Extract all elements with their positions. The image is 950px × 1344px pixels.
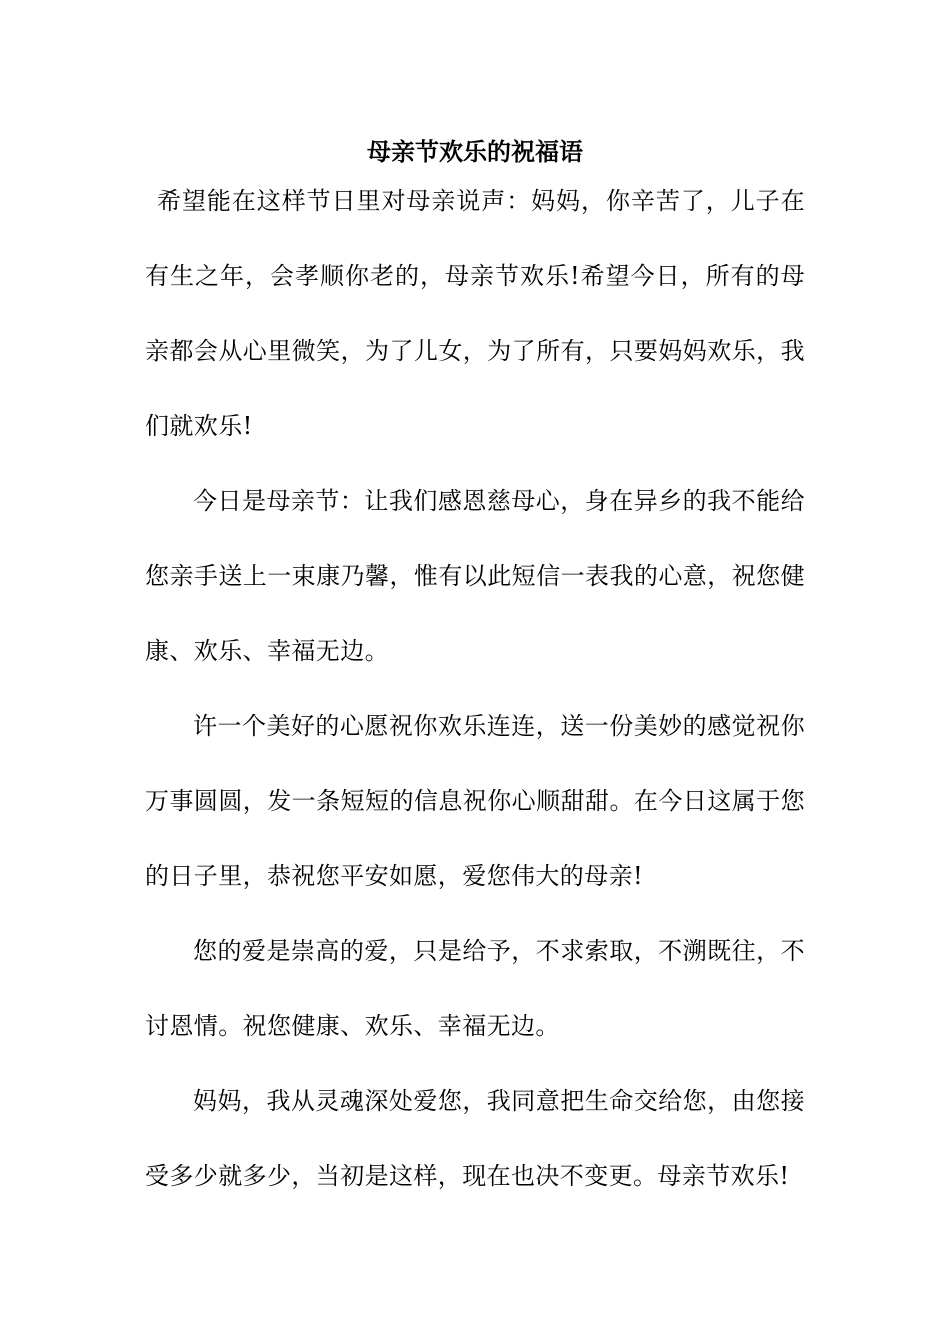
paragraph-1: 希望能在这样节日里对母亲说声：妈妈，你辛苦了，儿子在有生之年，会孝顺你老的，母亲节欢乐!希望今日，所有的母亲都会从心里微笑，为了儿女，为了所有，只要妈妈欢乐，我们就欢乐! bbox=[145, 187, 805, 440]
paragraph-4: 您的爱是崇高的爱，只是给予，不求索取，不溯既往，不讨恩情。祝您健康、欢乐、幸福无边。 bbox=[145, 937, 805, 1040]
paragraph-2: 今日是母亲节：让我们感恩慈母心，身在异乡的我不能给您亲手送上一束康乃馨，惟有以此短信一表我的心意，祝您健康、欢乐、幸福无边。 bbox=[145, 487, 805, 665]
paragraph-3: 许一个美好的心愿祝你欢乐连连，送一份美妙的感觉祝你万事圆圆，发一条短短的信息祝你心顺甜甜。在今日这属于您的日子里，恭祝您平安如愿，爱您伟大的母亲! bbox=[145, 712, 805, 890]
document-title: 母亲节欢乐的祝福语 bbox=[367, 137, 583, 166]
paragraph-5: 妈妈，我从灵魂深处爱您，我同意把生命交给您，由您接受多少就多少，当初是这样，现在也决不变更。母亲节欢乐! bbox=[145, 1087, 805, 1190]
